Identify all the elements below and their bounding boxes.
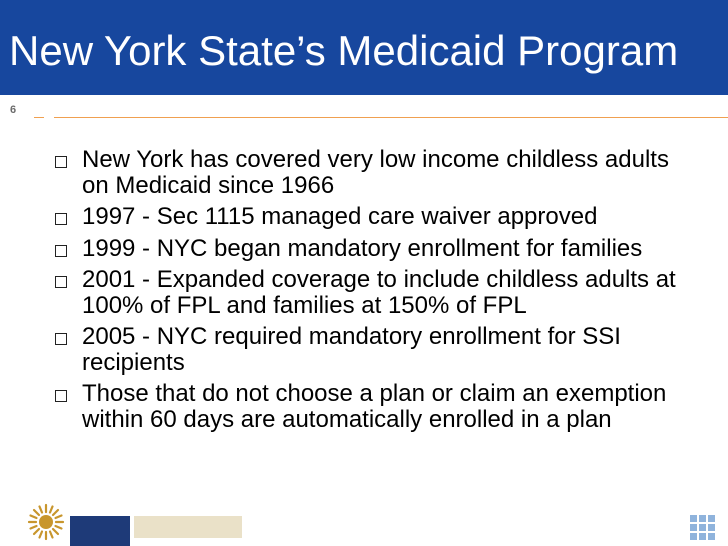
bullet-item xyxy=(55,381,695,432)
square-bullet-icon xyxy=(55,333,67,345)
bullet-item xyxy=(55,267,695,318)
bullet-text: New York has covered very low income childless adults on Medicaid since 1966 xyxy=(82,146,669,199)
plus-grid-icon xyxy=(688,513,718,543)
bullet-text: Those that do not choose a plan or claim an exemption within 60 days are automatically enrolled in a plan xyxy=(82,380,667,433)
bullet-item xyxy=(55,236,695,262)
square-bullet-icon xyxy=(55,390,67,402)
bullet-text: 2001 - Expanded coverage to include childless adults at 100% of FPL and families at 150% of FPL xyxy=(82,266,676,319)
slide-title: New York State’s Medicaid Program xyxy=(9,27,679,74)
square-bullet-icon xyxy=(55,156,67,168)
title-bar xyxy=(0,0,728,95)
bullet-item xyxy=(55,204,695,230)
bullet-text: 1999 - NYC began mandatory enrollment for families xyxy=(82,234,643,262)
bullet-text: 2005 - NYC required mandatory enrollment for SSI recipients xyxy=(82,323,621,376)
square-bullet-icon xyxy=(55,276,67,288)
bullet-list xyxy=(55,147,695,438)
square-bullet-icon xyxy=(55,245,67,257)
accent-rule-short xyxy=(34,117,44,118)
sunburst-logo-icon xyxy=(26,498,296,546)
slide-number: 6 xyxy=(10,104,17,116)
accent-rule xyxy=(54,117,728,118)
square-bullet-icon xyxy=(55,213,67,225)
bullet-text: 1997 - Sec 1115 managed care waiver approved xyxy=(82,203,598,230)
bullet-item xyxy=(55,147,695,198)
bullet-item xyxy=(55,324,695,375)
